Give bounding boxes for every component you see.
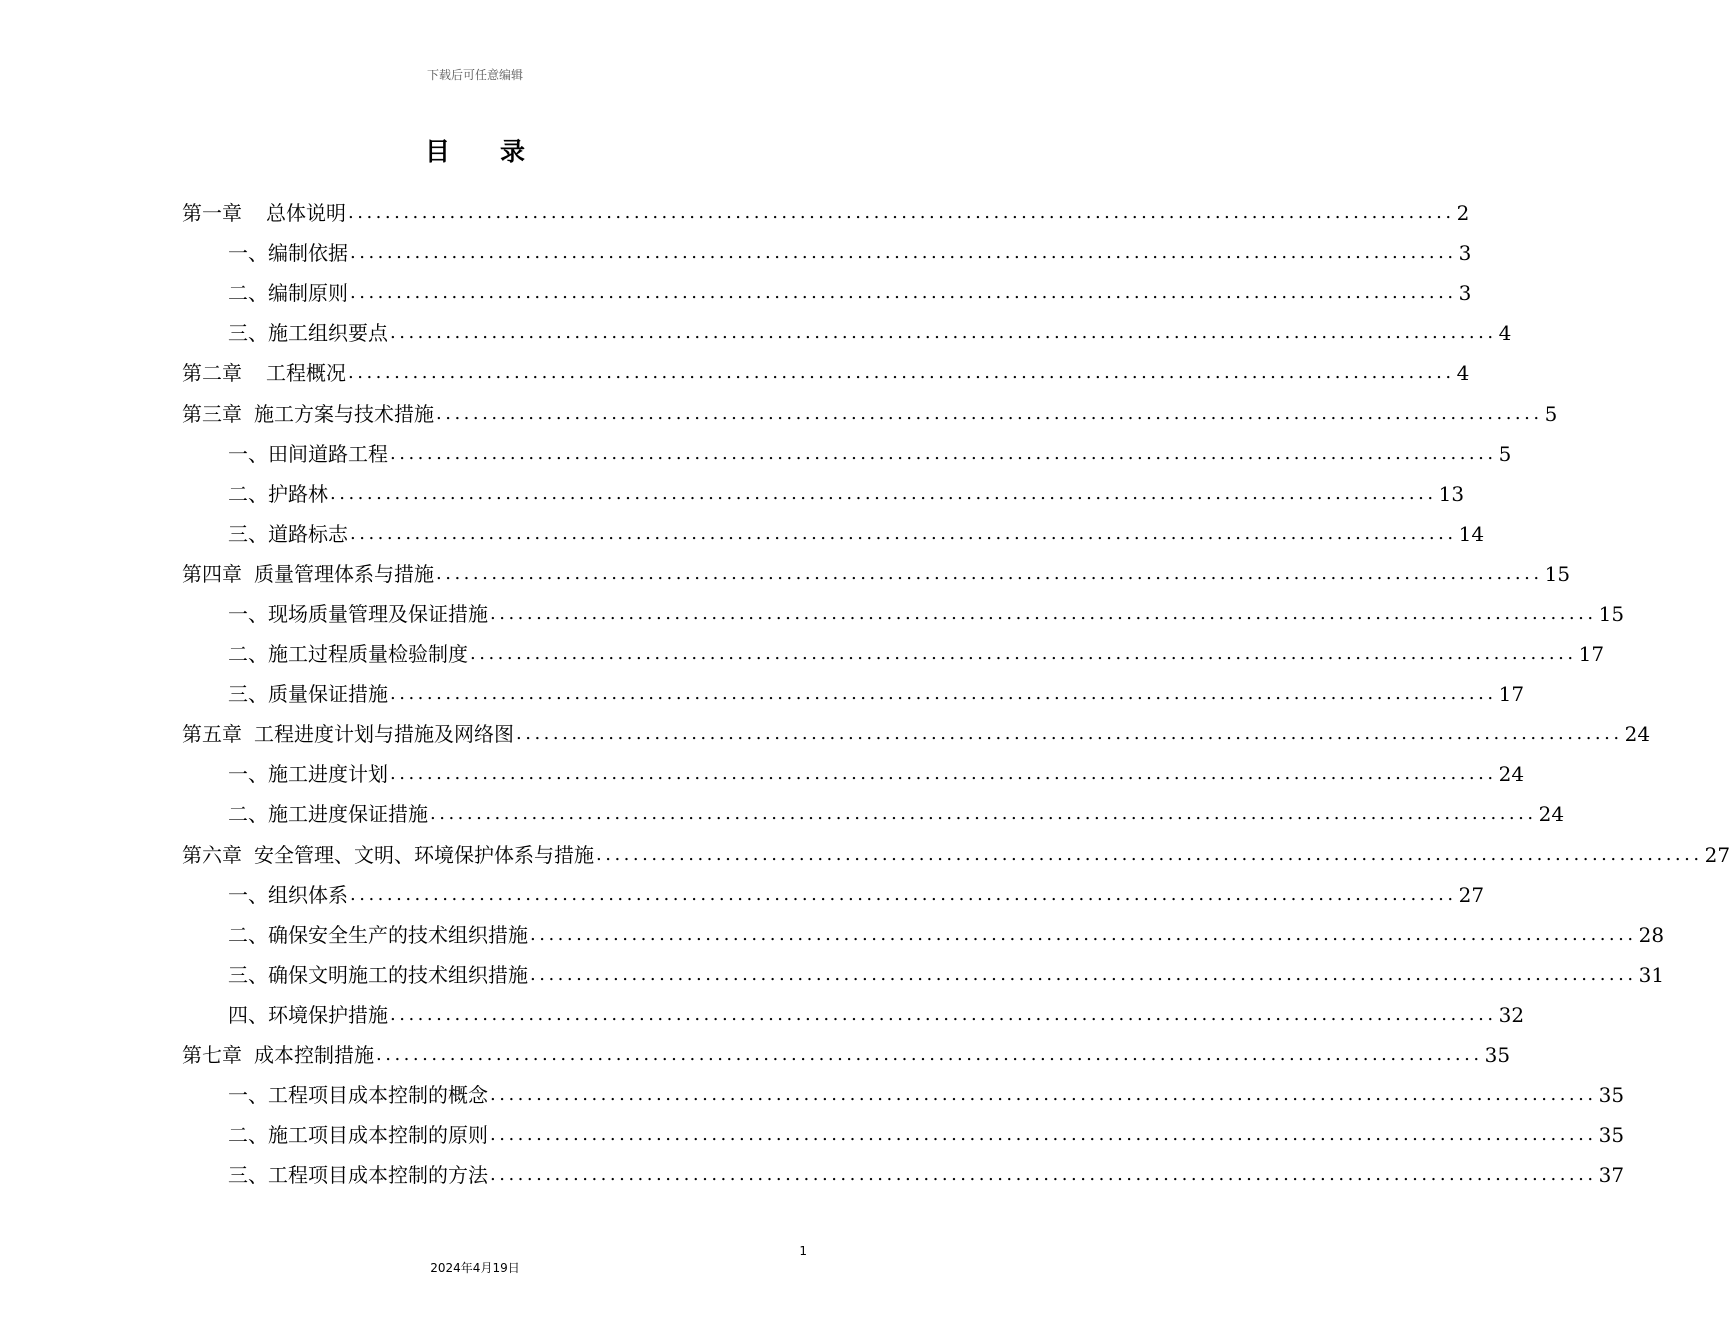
toc-entry-title: 工程进度计划与措施及网络图 [254, 722, 514, 747]
toc-chapter-number: 第七章 [182, 1043, 242, 1068]
toc-chapter-entry[interactable] [182, 714, 1651, 754]
toc-page-number: 31 [1638, 962, 1665, 987]
toc-dot-leader: ........................................................................................................................ [470, 643, 1577, 665]
toc-entry-title: 一、现场质量管理及保证措施 [228, 601, 488, 626]
toc-entry-title: 一、施工进度计划 [228, 762, 388, 787]
toc-section-entry[interactable] [182, 1155, 1625, 1195]
toc-entry-title: 一、田间道路工程 [228, 441, 388, 466]
toc-dot-leader: ........................................................................................................................ [350, 282, 1457, 304]
toc-dot-leader: ........................................................................................................................ [530, 963, 1637, 985]
toc-entry-title: 二、编制原则 [228, 281, 348, 306]
toc-section-entry[interactable] [182, 875, 1485, 915]
page-header: 下载后可任意编辑 [426, 68, 523, 82]
toc-entry-label [182, 835, 594, 875]
toc-entry-title: 三、质量保证措施 [228, 682, 388, 707]
toc-entry-label [228, 514, 348, 554]
toc-dot-leader: ........................................................................................................................ [596, 843, 1703, 865]
toc-dot-leader: ........................................................................................................................ [390, 322, 1497, 344]
toc-entry-title: 二、护路林 [228, 481, 328, 506]
toc-chapter-entry[interactable] [182, 1035, 1511, 1075]
toc-page-number: 3 [1458, 241, 1472, 266]
toc-entry-label [228, 875, 348, 915]
toc-title [0, 132, 950, 168]
toc-dot-leader: ........................................................................................................................ [350, 522, 1457, 544]
toc-title-right: 录 [500, 137, 526, 166]
toc-entry-label [228, 434, 388, 474]
toc-page-number: 13 [1438, 481, 1465, 506]
toc-entry-title: 三、确保文明施工的技术组织措施 [228, 962, 528, 987]
toc-dot-leader: ........................................................................................................................ [350, 242, 1457, 264]
toc-entry-title: 二、施工项目成本控制的原则 [228, 1123, 488, 1148]
toc-page-number: 5 [1498, 441, 1512, 466]
toc-chapter-entry[interactable] [182, 353, 1470, 393]
toc-page-number: 24 [1498, 762, 1525, 787]
toc-entry-label [228, 233, 348, 273]
toc-entry-label [228, 955, 528, 995]
toc-chapter-number: 第五章 [182, 722, 242, 747]
toc-entry-label [228, 794, 428, 834]
toc-page-number: 24 [1538, 802, 1565, 827]
toc-page-number: 35 [1598, 1083, 1625, 1108]
toc-chapter-number: 第一章 [182, 201, 242, 226]
toc-chapter-entry[interactable] [182, 835, 1730, 875]
toc-section-entry[interactable] [182, 794, 1565, 834]
toc-dot-leader: ........................................................................................................................ [490, 1164, 1597, 1186]
toc-entry-title: 三、施工组织要点 [228, 321, 388, 346]
toc-dot-leader: ........................................................................................................................ [490, 602, 1597, 624]
toc-chapter-number: 第四章 [182, 561, 242, 586]
toc-entry-title: 三、道路标志 [228, 521, 348, 546]
toc-dot-leader: ........................................................................................................................ [430, 803, 1537, 825]
toc-entry-title: 二、施工进度保证措施 [228, 802, 428, 827]
toc-entry-title: 二、确保安全生产的技术组织措施 [228, 922, 528, 947]
toc-chapter-entry[interactable] [182, 393, 1558, 433]
toc-dot-leader: ........................................................................................................................ [390, 683, 1497, 705]
toc-chapter-number: 第三章 [182, 401, 242, 426]
toc-page-number: 2 [1456, 201, 1470, 226]
toc-section-entry[interactable] [182, 514, 1485, 554]
toc-dot-leader: ........................................................................................................................ [516, 723, 1623, 745]
toc-entry-label [228, 474, 328, 514]
toc-section-entry[interactable] [182, 634, 1605, 674]
toc-chapter-entry[interactable] [182, 554, 1571, 594]
toc-dot-leader: ........................................................................................................................ [530, 923, 1637, 945]
toc-dot-leader: ........................................................................................................................ [330, 482, 1437, 504]
toc-entry-label [228, 754, 388, 794]
toc-entry-title: 成本控制措施 [254, 1043, 374, 1068]
table-of-contents [182, 193, 1730, 1195]
toc-entry-label [182, 353, 346, 393]
toc-entry-label [182, 714, 514, 754]
toc-page-number: 27 [1458, 882, 1485, 907]
toc-entry-title: 总体说明 [266, 201, 346, 226]
toc-page-number: 4 [1498, 321, 1512, 346]
toc-section-entry[interactable] [182, 233, 1472, 273]
toc-section-entry[interactable] [182, 474, 1465, 514]
toc-page-number: 4 [1456, 361, 1470, 386]
toc-entry-label [228, 674, 388, 714]
toc-section-entry[interactable] [182, 995, 1525, 1035]
toc-page-number: 15 [1598, 601, 1625, 626]
toc-chapter-number: 第二章 [182, 361, 242, 386]
toc-page-number: 35 [1598, 1123, 1625, 1148]
toc-entry-label [182, 554, 434, 594]
toc-entry-title: 工程概况 [266, 361, 346, 386]
toc-page-number: 17 [1498, 682, 1525, 707]
toc-dot-leader: ........................................................................................................................ [390, 763, 1497, 785]
toc-title-left: 目 [424, 137, 450, 166]
toc-page-number: 27 [1704, 842, 1730, 867]
toc-section-entry[interactable] [182, 674, 1525, 714]
toc-page-number: 17 [1578, 642, 1605, 667]
toc-page-number: 15 [1544, 561, 1571, 586]
toc-section-entry[interactable] [182, 1115, 1625, 1155]
toc-entry-title: 质量管理体系与措施 [254, 561, 434, 586]
toc-entry-label [182, 1035, 374, 1075]
toc-dot-leader: ........................................................................................................................ [348, 362, 1455, 384]
toc-chapter-entry[interactable] [182, 193, 1470, 233]
toc-entry-label [182, 193, 346, 233]
toc-dot-leader: ........................................................................................................................ [436, 402, 1543, 424]
toc-section-entry[interactable] [182, 273, 1472, 313]
toc-section-entry[interactable] [182, 594, 1625, 634]
toc-page-number: 5 [1544, 401, 1558, 426]
toc-dot-leader: ........................................................................................................................ [490, 1084, 1597, 1106]
toc-page-number: 24 [1624, 722, 1651, 747]
toc-section-entry[interactable] [182, 1075, 1625, 1115]
toc-page-number: 32 [1498, 1002, 1525, 1027]
toc-entry-title: 一、编制依据 [228, 241, 348, 266]
toc-dot-leader: ........................................................................................................................ [348, 202, 1455, 224]
toc-page-number: 3 [1458, 281, 1472, 306]
toc-entry-title: 一、组织体系 [228, 882, 348, 907]
toc-section-entry[interactable] [182, 313, 1512, 353]
toc-entry-title: 安全管理、文明、环境保护体系与措施 [254, 842, 594, 867]
toc-page-number: 37 [1598, 1163, 1625, 1188]
toc-section-entry[interactable] [182, 754, 1525, 794]
toc-entry-label [228, 313, 388, 353]
page-number: 1 [799, 1244, 807, 1258]
toc-entry-label [228, 634, 468, 674]
toc-chapter-number: 第六章 [182, 842, 242, 867]
toc-dot-leader: ........................................................................................................................ [390, 1003, 1497, 1025]
page-footer-date: 2024年4月19日 [430, 1261, 520, 1275]
toc-page-number: 35 [1484, 1043, 1511, 1068]
toc-entry-label [228, 995, 388, 1035]
toc-entry-title: 二、施工过程质量检验制度 [228, 642, 468, 667]
toc-entry-title: 一、工程项目成本控制的概念 [228, 1083, 488, 1108]
toc-section-entry[interactable] [182, 434, 1512, 474]
toc-entry-label [228, 915, 528, 955]
toc-section-entry[interactable] [182, 915, 1665, 955]
toc-entry-title: 施工方案与技术措施 [254, 401, 434, 426]
toc-entry-label [228, 1075, 488, 1115]
toc-entry-label [228, 594, 488, 634]
toc-dot-leader: ........................................................................................................................ [436, 562, 1543, 584]
toc-dot-leader: ........................................................................................................................ [490, 1124, 1597, 1146]
toc-page-number: 28 [1638, 922, 1665, 947]
toc-dot-leader: ........................................................................................................................ [376, 1044, 1483, 1066]
toc-dot-leader: ........................................................................................................................ [390, 442, 1497, 464]
toc-dot-leader: ........................................................................................................................ [350, 883, 1457, 905]
toc-entry-title: 四、环境保护措施 [228, 1002, 388, 1027]
toc-entry-title: 三、工程项目成本控制的方法 [228, 1163, 488, 1188]
toc-page-number: 14 [1458, 521, 1485, 546]
toc-entry-label [228, 273, 348, 313]
toc-entry-label [228, 1155, 488, 1195]
toc-entry-label [228, 1115, 488, 1155]
toc-section-entry[interactable] [182, 955, 1665, 995]
toc-entry-label [182, 394, 434, 434]
